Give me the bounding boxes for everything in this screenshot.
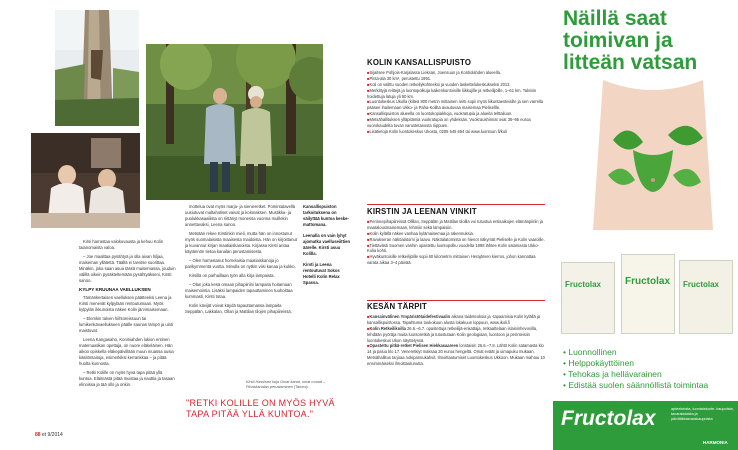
product-name: Fructolax xyxy=(565,280,602,289)
fructolax-ad xyxy=(553,0,738,450)
paragraph: Leena Kangasaho, Koniniahden lukion entinen matemaatikan opettaja, on nuore eläkeläinen. Hän aikoo opiskella eläkepäivillään muun muassa uusia käsitöntaitoja, esimerkiksi kerrankkaa – ja pitää huolta kunnosta. xyxy=(79,337,174,366)
benefit-item: • Tehokas ja hellävarainen xyxy=(563,369,662,379)
photo-caption-column xyxy=(303,204,353,291)
paragraph: Metsään rekee Kirstinkin mieli, mutta hän on innostunut myös suomalaisista maaisesta maidoista. Hän on kirjoittanut ja kuvannut kirjan maatiaiskanoista. Kirjassa Kirsti antaa käytännön tietoa kanalan perustamisesta. xyxy=(185,231,297,254)
info-item: ■Sijaitsee Pohjois-Karjalassa Lieksan, Joensuun ja Kontiolahden alueella. xyxy=(367,69,502,75)
tip-item: ■Perinnepihapiireissä Ollilan, Seppälän ja Mattilan tiloilla voi tutustua entisaikojen elämänpiiriin ja maatalousmaisemaan, lehmiin sekä lampaisiin. xyxy=(367,218,543,230)
benefit-item: • Helppokäyttöinen xyxy=(563,358,635,368)
caption-text: Kirsti ja Leena rentoutuvat Sokos Hotelli Kolin Relax Spassa. xyxy=(303,262,340,285)
summer-picks-title: KESÄN TÄRPIT xyxy=(367,302,428,311)
info-item: ■Pinta-ala 30 km², perustettu 1991. xyxy=(367,75,432,81)
tips-title: KIRSTIN JA LEENAN VINKIT xyxy=(367,207,477,216)
park-info-title: KOLIN KANSALLISPUISTO xyxy=(367,58,472,67)
page-footer xyxy=(35,432,63,438)
retail-tagline: apteekeista, luontaistuote- kaupoista, tavarataloista ja päivittäistavarakaupoista xyxy=(671,407,734,421)
park-info-box xyxy=(367,60,545,135)
product-name: Fructolax xyxy=(625,276,671,287)
section-heading: KYLPY KRUUNAA VAELLUKSEN xyxy=(79,287,151,292)
benefit-item: • Edistää suolen säännöllistä toimintaa xyxy=(563,380,709,390)
info-item: ■Luontokeskus Ukolla (kilteä 800 metrin mittainen reitti sopii myös liikuntaesteisille ja sen varrella pääsee ihailemaan Ukko- ja Paha-Kolilta avautuvaa maisemaa Pielisellle. xyxy=(367,99,544,111)
product-name: Fructolax xyxy=(683,280,720,289)
article-column-1 xyxy=(79,239,177,391)
caption-text: Leenalla on vain lyhyt ajomatka vaelluseiittien äärelle. Kirsti asuu Kolilla. xyxy=(303,233,351,256)
benefit-item: • Luonnollinen xyxy=(563,347,617,357)
ad-benefits-list xyxy=(563,347,738,391)
paragraph: Tämänkertaisen vaelluksen päätteeksi Leena ja Kirsti menevät kylpylään rentoutumaan. Myös kylpylän ikkunoista näkee Kolin järvimaisemaan. xyxy=(79,295,172,312)
pick-item: ■Kolin Retkeilikoilla 26.6.–6.7. opastettuja retkeilijä-enkattaja, retkaattelaan islaininhevosilla, tehdään pyöräja muita luontoretkiä ja tutustutaan Kolin geologiaan, luontoon ja perinteisiin luontokeskus Ukon näyttelyssä. xyxy=(367,325,538,343)
info-item: ■Merkittyjä reittejä ja luontopolkuja kaikenkuntoisille liikkujille ja retkeilijöille, 1–61 km. Talvisin hoidettuja latuja yli 50 km. xyxy=(367,87,537,99)
section-divider xyxy=(367,204,545,205)
paragraph: – Retki Kolille on myös hyvä tapa pitää yllä kuntoa. Eläimästä pitää muistaa ja nauttia ja tasaan elinoissa ja tää ollo ja onkin. xyxy=(79,370,175,387)
info-item: ■Kansallispuiston alueella on luontokopiakkoja, vuokratupia ja alueita telttailuun. xyxy=(367,111,513,117)
book-caption: Kirsti Hassisen kuja Omat kanat, omat munat – Pihaskanalan perustaminen (Tammi). xyxy=(246,380,326,389)
article-column-2 xyxy=(185,204,297,318)
torso-with-leaves-image xyxy=(573,80,733,230)
tip-item: ■Ravukseran näköalatorni ja laavu. Näköalatornista on hienot näkymät Pieliselle ja Kolin vaaroille. xyxy=(367,236,545,242)
magazine-issue: et 9/2014 xyxy=(41,432,63,438)
paragraph: mottelua ovat myös marja- ja sienieretket. Pomintatavellä uusiutuvat maltaholiset vaivat ja kolonaksen. Mustikka- ja puolukkasaaliista on riittänyt monessa vuonna muillekin annettavaksi, Leena sanoo. xyxy=(185,204,296,227)
hikers-photo xyxy=(146,44,323,200)
brand-logo: Fructolax xyxy=(561,407,656,430)
paragraph: – Joe maalttaa pysähtyä ja olla aivan hiljaa, maiseman yllätettä. Täällä ei tarvitse suorittaa. Minäkin, joka saan asua tässä maisemassa, jouduin välillä oikein pysäkteltemään pysähtyäkseni, Kirsti sanoo. xyxy=(79,254,176,283)
tip-item: ■Kolin kylällä näkee vanhaa kylämaisemaa ja rakennuksia. xyxy=(367,230,474,236)
ad-headline: Näillä saat toimivan ja litteän vatsan xyxy=(563,7,698,74)
summer-picks-box xyxy=(367,304,545,367)
page-number: 88 xyxy=(35,432,41,438)
tip-item: ■Hyväkuntoisille retkeilijöille sopii 60 kilometrin mittainen Herajärven kierros, johon kannattaa varata aikaa 3–4 päivää. xyxy=(367,254,536,266)
paragraph: Kirsillä on parhaillaan työn alla kirja lampaista. xyxy=(189,273,275,278)
kolo-tree-photo xyxy=(55,10,139,126)
info-item: ■Metsähallituksen ylläpitämiä vuokratupia on yhdeksän. Vuokraushinnat ovat 35–95 euroa vuorokaudelta tuvan varustetasosta riippuen. xyxy=(367,117,531,129)
brand-bar xyxy=(553,401,738,450)
pick-item: ■Opastettu pitkä-retket Pielisen Hiekkasaareen lonstaisin 26.6.–7.8. Lähtö Kolin satamasta klo 14 ja paluu klo 17. Veneretkiyt maksaa 20 euroa hengeltä. Omat eväät ja uimapuku mukaan. Metsähallitus tarjoaa nokipannukahvit. Ilmoittautumiset Luontokeskus Ukkoon. Mukaan mahtuu 10 ensimmäiseksi ilmoittautunutta. xyxy=(367,343,545,367)
info-item: ■Lisätietoja Kolin luontokeskus Ukosta, 0205 645 654 tai www.luontoon.fi/koli xyxy=(367,128,507,134)
paragraph: – Elemkin talven hiihtoreissuun tai lumikenkävaellukseen päälle saunan lämpö ja uinti maistuvat. xyxy=(79,316,174,333)
spa-photo xyxy=(31,133,140,228)
tip-item: ■Tiettävästi Suomen vanhin opastettu luontopolku vuodelta 1898 lähtee Kolin satamasta Ukko-Kolia kohti. xyxy=(367,242,539,254)
paragraph: Kirsi harrastaa valokuvausta ja kehuu Kolin taianomaista valoa. xyxy=(79,239,164,250)
section-divider xyxy=(367,300,545,301)
tips-box xyxy=(367,209,545,266)
paragraph: Kolin kävijät voivat käydä tapauttamassa lampaita Seppälän, Lakkalan, Ollan ja Mattilan tilojen pihapiireissä. xyxy=(185,303,292,314)
info-item: ■Koli on valittu vuoden retkeilykohteeksi ja vuoden laskettelukeskukseksi 2013. xyxy=(367,81,511,87)
product-boxes xyxy=(559,250,734,338)
paragraph: – Olen harrastanut hornelaisia maatiaiskanoja jo parikymmentä vuotta. Minulla on nytkin viisi kanaa ja kukko. xyxy=(185,258,296,269)
pull-quote: "RETKI KOLILLE ON MYÖS HYVÄ TAPA PITÄÄ YLLÄ KUNTOA." xyxy=(186,398,335,419)
pick-item: ■Kansainvälinen Ympäristötaidefestivaalin aikana taideteoksia ja -tapaamisia Kolin kylällä ja kansallispuistossa. Tapahtuma toukokuun alusta lokakuun loppuun, www.ikoli.fi xyxy=(367,313,541,325)
maker-name: HARMONIA xyxy=(703,440,728,445)
paragraph: – Olan joka kesä omaan pihapiiriini lampaita hoitamaan maisemointia. Lisäksi lampaiden tapauttaminen tuuhoittaa kummasti, Kirsti totaa. xyxy=(185,282,293,299)
caption-text: Kansallispuiston tarkoituksena on säilyttää kuntoa keske-mattomana. xyxy=(303,204,349,227)
